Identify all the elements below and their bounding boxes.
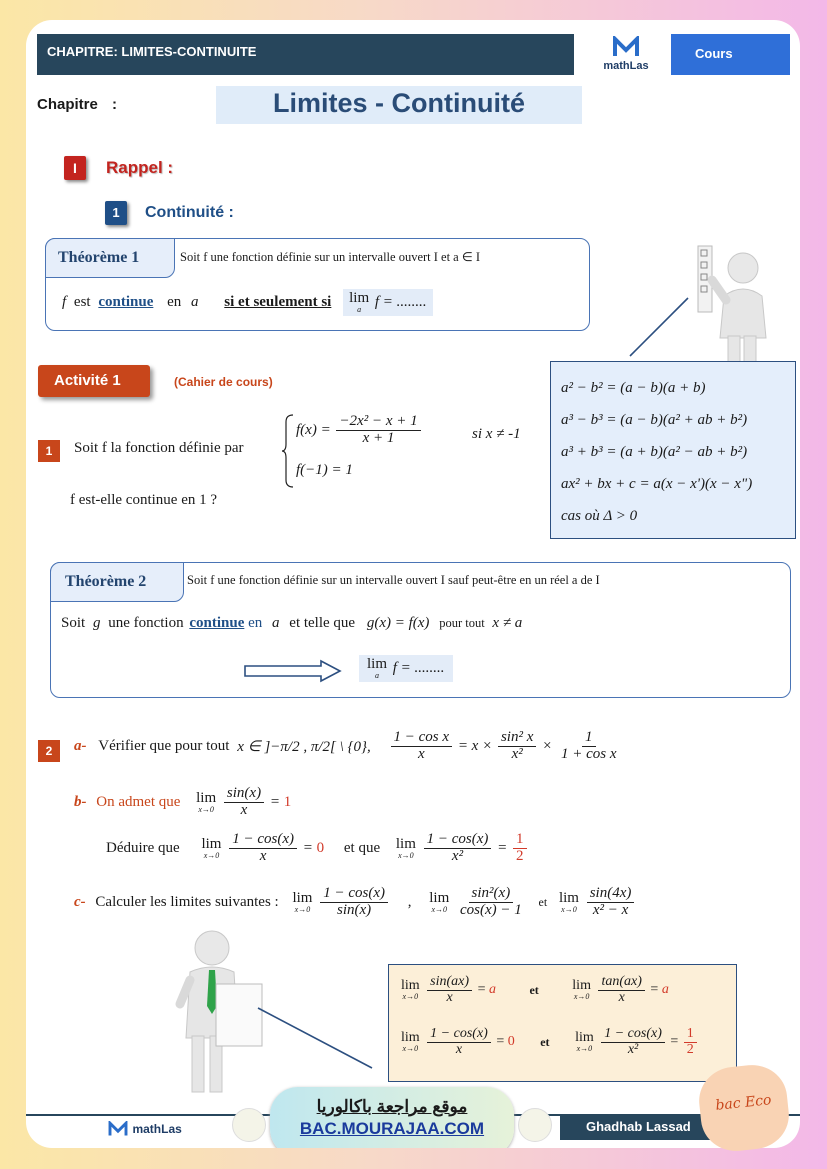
mathlas-logo-text: mathLas	[603, 60, 649, 72]
identity-line: cas où Δ > 0	[561, 508, 638, 524]
implies-arrow-icon	[243, 659, 343, 683]
section-number-badge: I	[64, 156, 86, 180]
theorem2-limit-blank: lim a f = ........	[359, 655, 453, 682]
exercise2-part-a: a- Vérifier que pour tout x ∈ ]−π/2 , π/2[ \ {0}, $\frac{\text{1 − cos x}}{x}$ = x × $\frac{\text{sin² x}}{\text{x²}}$ × $\frac{1}{\text{1 + cos x}}$	[74, 729, 617, 762]
figure-with-paper-illustration	[172, 928, 392, 1103]
continuite-title: Continuité :	[145, 204, 234, 221]
pointing-figure-illustration	[616, 234, 776, 364]
mathlas-logo	[588, 36, 664, 76]
exercise2-part-b: b- On admet que lim x→0 $\frac{\sin(x)}{x}$ = 1	[74, 785, 292, 818]
author-banner: Ghadhab Lassad	[560, 1114, 720, 1140]
piecewise-case1: f(x) = $\frac{\text{−2x² − x + 1}}{x + 1}$	[296, 414, 423, 447]
identities-box	[550, 361, 796, 539]
rappel-heading	[64, 156, 173, 182]
identity-line: a³ + b³ = (a + b)(a² − ab + b²)	[561, 444, 748, 460]
formula-box	[388, 964, 737, 1082]
theorem2-statement: Soit f une fonction définie sur un intervalle ouvert I sauf peut-être en un réel a de I	[187, 573, 600, 587]
exercise2	[38, 728, 778, 938]
theorem1-line: f est continue en a si et seulement si lim a f = ........	[62, 289, 433, 316]
exercise1-intro: Soit f la fonction définie par	[74, 440, 244, 456]
identity-line: ax² + bx + c = a(x − x')(x − x")	[561, 476, 753, 492]
identity-line: a² − b² = (a − b)(a + b)	[561, 380, 706, 396]
mathlas-logo-icon	[613, 36, 639, 58]
exercise2-number-badge: 2	[38, 740, 60, 762]
activity1-note: (Cahier de cours)	[174, 375, 273, 389]
theorem1-statement: Soit f une fonction définie sur un intervalle ouvert I et a ∈ I	[180, 250, 481, 264]
exercise2-part-c: c- Calculer les limites suivantes : lim x→0 $\frac{1 - \cos(x)}{\sin(x)}$ , lim x→0 $\frac{\text{sin²(x)}}{\cos(x) - 1}$ et lim x→0 $\frac{\sin(4x)}{\text{x² − x}}$	[74, 886, 636, 919]
theorem2-line: Soit g une fonction continue en a et telle que g(x) = f(x) pour tout x ≠ a	[61, 615, 523, 631]
piecewise-case2: f(−1) = 1	[296, 462, 353, 478]
footer-seal-left	[232, 1108, 266, 1142]
theorem1-box	[45, 238, 590, 331]
exercise1	[38, 413, 548, 518]
rappel-title: Rappel :	[106, 158, 174, 177]
continuite-heading	[105, 201, 234, 227]
piecewise-condition: si x ≠ -1	[472, 426, 521, 442]
formula-row: lim x→0 $\frac{1 - \cos(x)}{x}$ = 0 et lim x→0 $\frac{1 - \cos(x)}{\text{x²}}$ = $\frac{1}{2}$	[401, 1027, 699, 1057]
bac-eco-badge: bac Eco	[696, 1062, 792, 1155]
theorem1-title: Théorème 1	[45, 238, 175, 278]
chapter-label: Chapitre :	[37, 96, 118, 113]
theorem2-title: Théorème 2	[50, 562, 184, 602]
formula-row: lim x→0 $\frac{\sin(ax)}{x}$ = a et lim x→0 $\frac{\tan(ax)}{x}$ = a	[401, 974, 669, 1005]
piecewise-brace	[282, 414, 294, 488]
theorem1-limit-blank: lim a f = ........	[343, 289, 433, 316]
footer-seal-right	[518, 1108, 552, 1142]
site-url-link[interactable]: BAC.MOURAJAA.COM	[299, 1119, 485, 1138]
continue-keyword: continue	[98, 293, 154, 310]
exercise2-deduce: Déduire que lim x→0 $\frac{1 - \cos(x)}{x}$ = 0 et que lim x→0 $\frac{1 - \cos(x)}{\text{x²}}$ = $\frac{1}{2}$	[106, 832, 529, 865]
continue-keyword: continue	[189, 615, 245, 631]
footer-logo: mathLas	[108, 1120, 182, 1138]
chapter-banner-text: CHAPITRE: LIMITES-CONTINUITE	[47, 44, 257, 59]
site-arabic-title: موقع مراجعة باكالوريا	[316, 1097, 468, 1116]
exercise1-number-badge: 1	[38, 440, 60, 462]
site-watermark-pill[interactable]	[270, 1087, 514, 1148]
chapter-banner	[37, 34, 574, 75]
document-page	[26, 20, 800, 1148]
mathlas-logo-icon	[108, 1121, 128, 1137]
subsection-number-badge: 1	[105, 201, 127, 225]
identity-line: a³ − b³ = (a − b)(a² + ab + b²)	[561, 412, 748, 428]
activity1-badge: Activité 1	[38, 365, 150, 397]
ssi-keyword: si et seulement si	[224, 293, 332, 310]
cours-tag-text: Cours	[695, 46, 733, 61]
cours-tag	[671, 34, 790, 75]
theorem2-box	[50, 562, 791, 698]
exercise1-question: f est-elle continue en 1 ?	[70, 492, 218, 508]
page-title: Limites - Continuité	[216, 86, 582, 124]
